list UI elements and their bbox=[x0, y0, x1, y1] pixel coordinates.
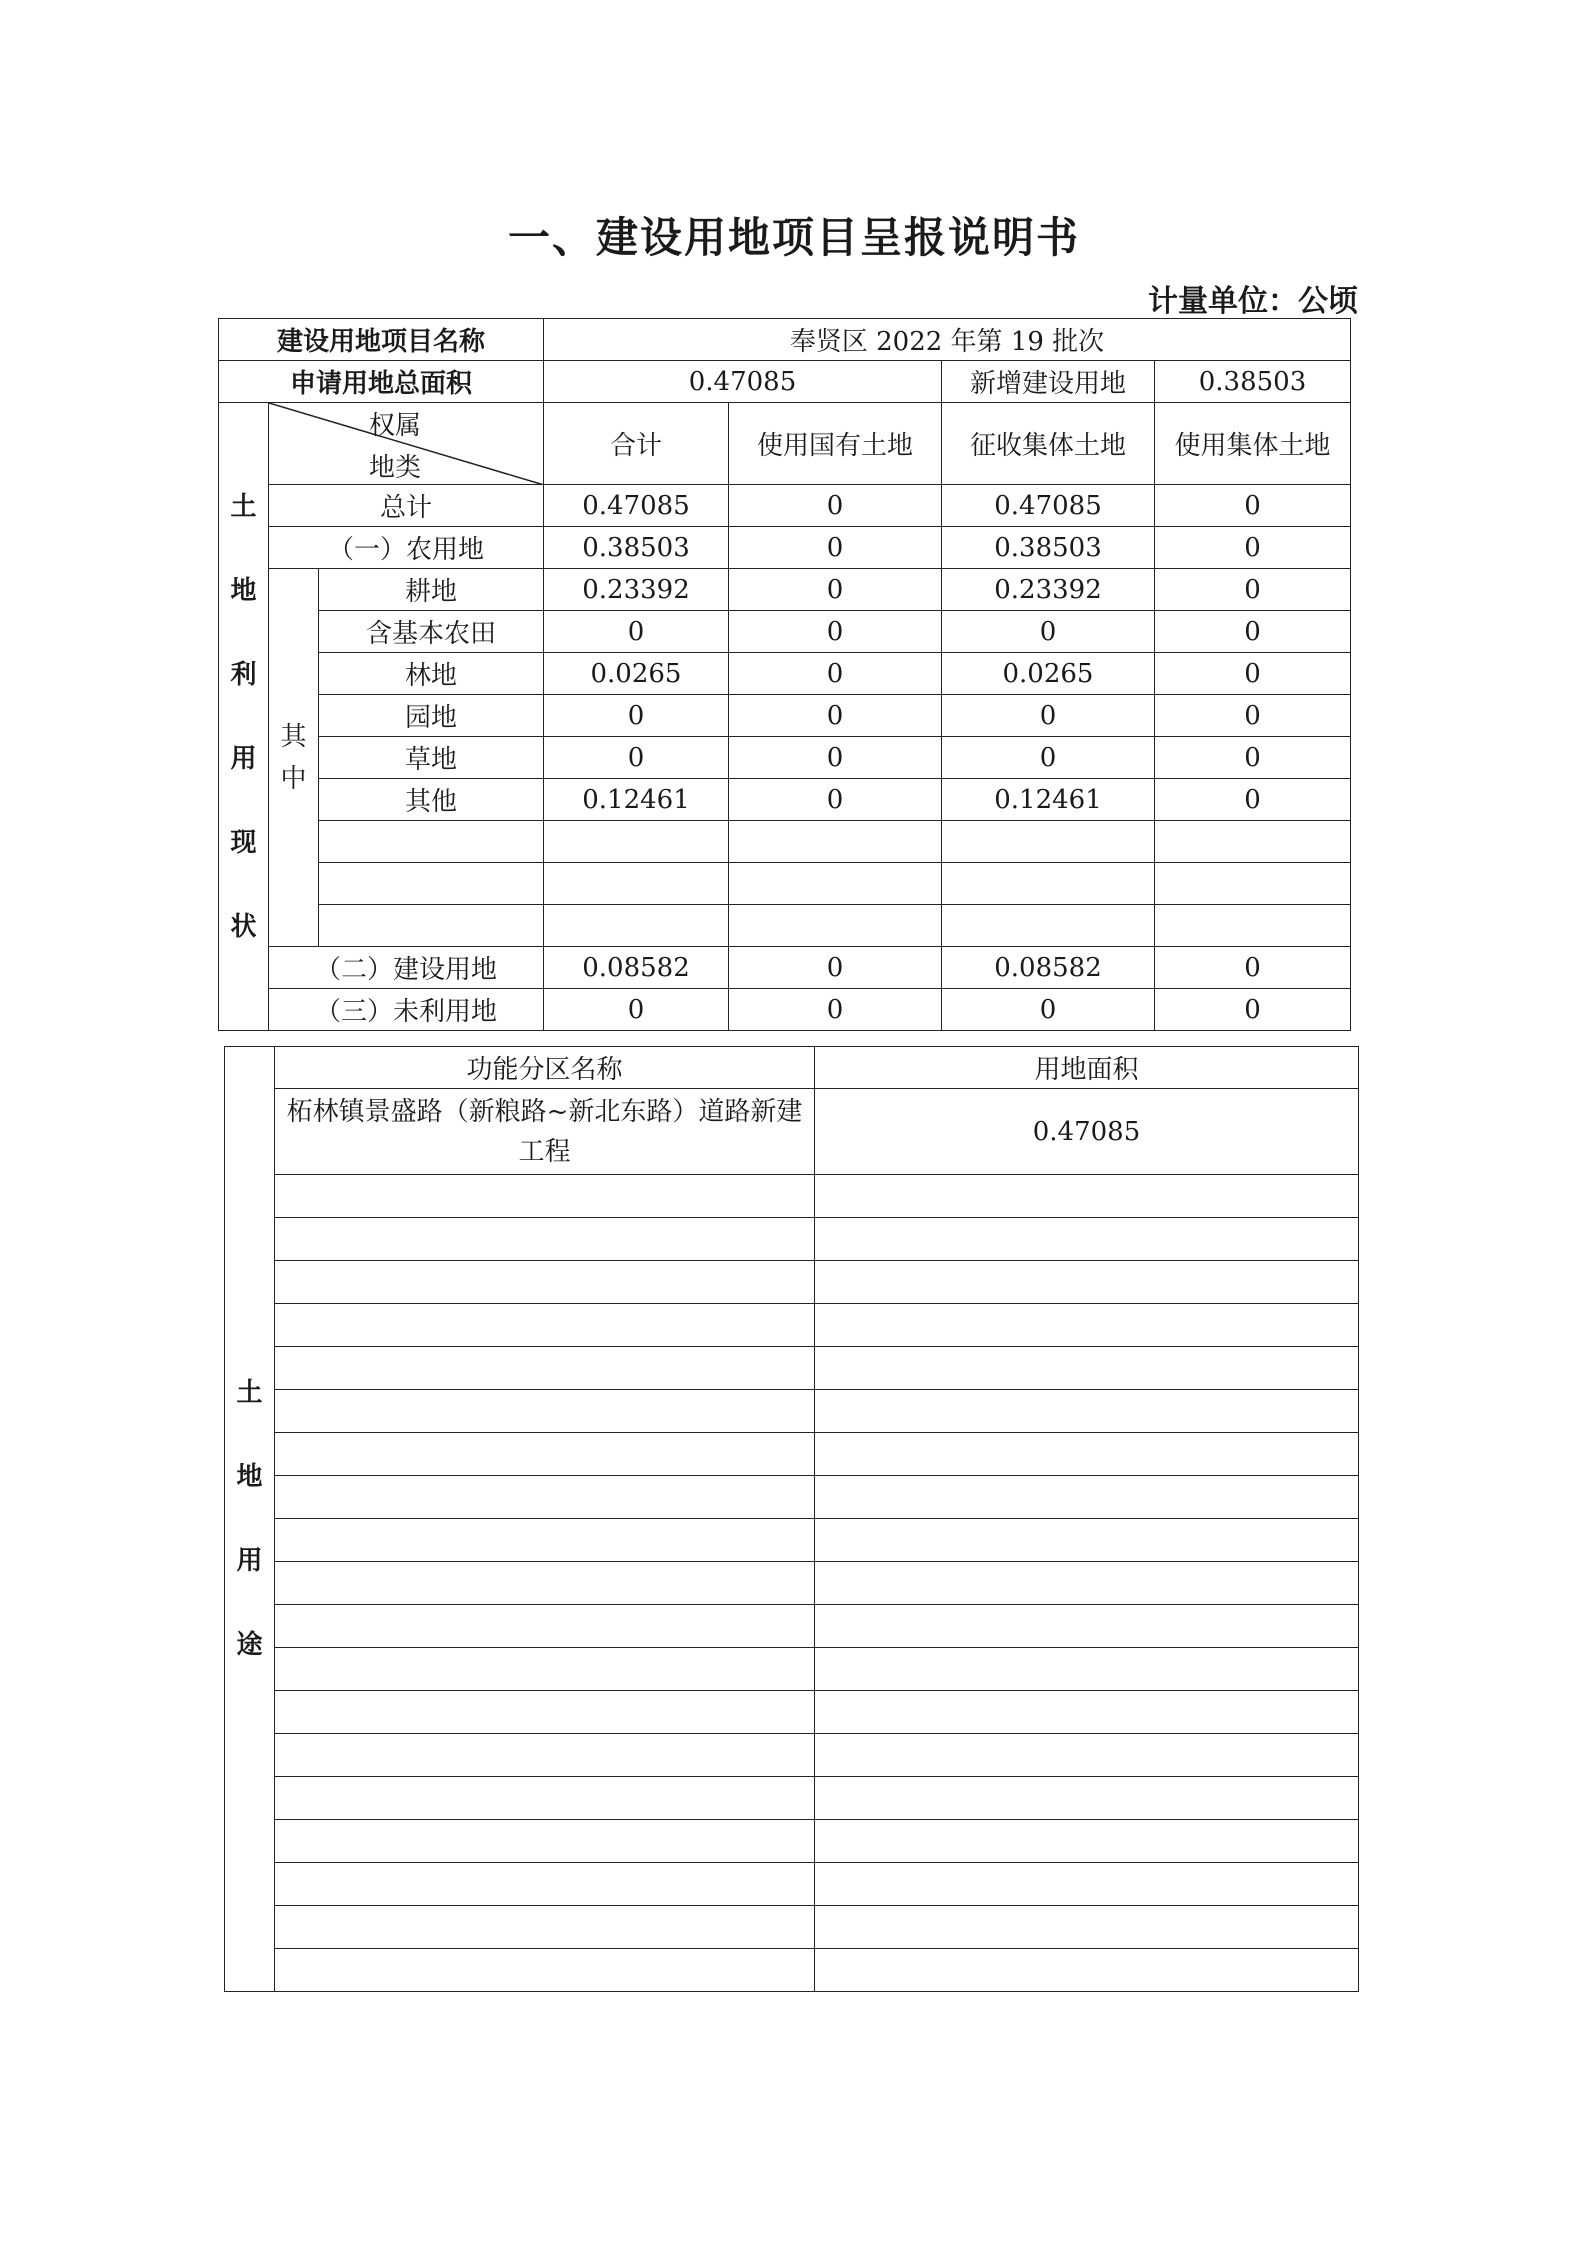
table-row: 总计 0.47085 0 0.47085 0 bbox=[219, 485, 1351, 527]
empty-row bbox=[225, 1648, 1359, 1691]
table-row: 林地 0.0265 0 0.0265 0 bbox=[219, 653, 1351, 695]
empty-row bbox=[225, 1820, 1359, 1863]
empty-row bbox=[225, 1433, 1359, 1476]
empty-row bbox=[225, 1605, 1359, 1648]
project-name-value: 奉贤区 2022 年第 19 批次 bbox=[544, 319, 1351, 361]
empty-row bbox=[219, 863, 1351, 905]
unit-label: 计量单位：公顷 bbox=[1148, 284, 1358, 319]
col-land-area: 用地面积 bbox=[815, 1047, 1359, 1089]
land-type-label: 地类 bbox=[369, 453, 422, 483]
land-use-section-label: 土 地 用 途 bbox=[225, 1047, 275, 1992]
project-name-label: 建设用地项目名称 bbox=[219, 319, 544, 361]
col-state-owned: 使用国有土地 bbox=[729, 403, 942, 485]
ownership-label: 权属 bbox=[369, 411, 422, 441]
table-row: 其 中 耕地 0.23392 0 0.23392 0 bbox=[219, 569, 1351, 611]
empty-row bbox=[225, 1476, 1359, 1519]
empty-row bbox=[225, 1261, 1359, 1304]
table-row: （一）农用地 0.38503 0 0.38503 0 bbox=[219, 527, 1351, 569]
table-row bbox=[225, 1089, 1359, 1175]
sub-group-label: 其 中 bbox=[269, 569, 319, 947]
col-collective-used: 使用集体土地 bbox=[1155, 403, 1351, 485]
diagonal-header bbox=[269, 403, 544, 485]
empty-row bbox=[225, 1519, 1359, 1562]
empty-row bbox=[225, 1906, 1359, 1949]
empty-row bbox=[225, 1863, 1359, 1906]
table-row: （三）未利用地 0 0 0 0 bbox=[219, 989, 1351, 1031]
empty-row bbox=[219, 905, 1351, 947]
table-row: 其他 0.12461 0 0.12461 0 bbox=[219, 779, 1351, 821]
table-row: （二）建设用地 0.08582 0 0.08582 0 bbox=[219, 947, 1351, 989]
land-use-table bbox=[224, 1046, 1359, 1992]
empty-row bbox=[225, 1218, 1359, 1261]
land-status-table bbox=[218, 318, 1351, 1031]
zone-name: 柘林镇景盛路（新粮路~新北东路）道路新建工程 bbox=[275, 1089, 815, 1175]
empty-row bbox=[225, 1691, 1359, 1734]
table-row: 草地 0 0 0 0 bbox=[219, 737, 1351, 779]
empty-row bbox=[219, 821, 1351, 863]
empty-row bbox=[225, 1304, 1359, 1347]
empty-row bbox=[225, 1777, 1359, 1820]
table-row: 含基本农田 0 0 0 0 bbox=[219, 611, 1351, 653]
land-status-section-label: 土 地 利 用 现 状 bbox=[219, 403, 269, 1031]
empty-row bbox=[225, 1347, 1359, 1390]
table-row: 园地 0 0 0 0 bbox=[219, 695, 1351, 737]
new-construction-label: 新增建设用地 bbox=[942, 361, 1155, 403]
total-area-value: 0.47085 bbox=[544, 361, 942, 403]
empty-row bbox=[225, 1734, 1359, 1777]
empty-row bbox=[225, 1562, 1359, 1605]
new-construction-value: 0.38503 bbox=[1155, 361, 1351, 403]
col-zone-name: 功能分区名称 bbox=[275, 1047, 815, 1089]
page-title: 一、建设用地项目呈报说明书 bbox=[507, 213, 1080, 262]
empty-row bbox=[225, 1949, 1359, 1992]
total-area-label: 申请用地总面积 bbox=[219, 361, 544, 403]
col-total: 合计 bbox=[544, 403, 729, 485]
empty-row bbox=[225, 1390, 1359, 1433]
zone-area: 0.47085 bbox=[815, 1089, 1359, 1175]
col-collective-acquired: 征收集体土地 bbox=[942, 403, 1155, 485]
empty-row bbox=[225, 1175, 1359, 1218]
